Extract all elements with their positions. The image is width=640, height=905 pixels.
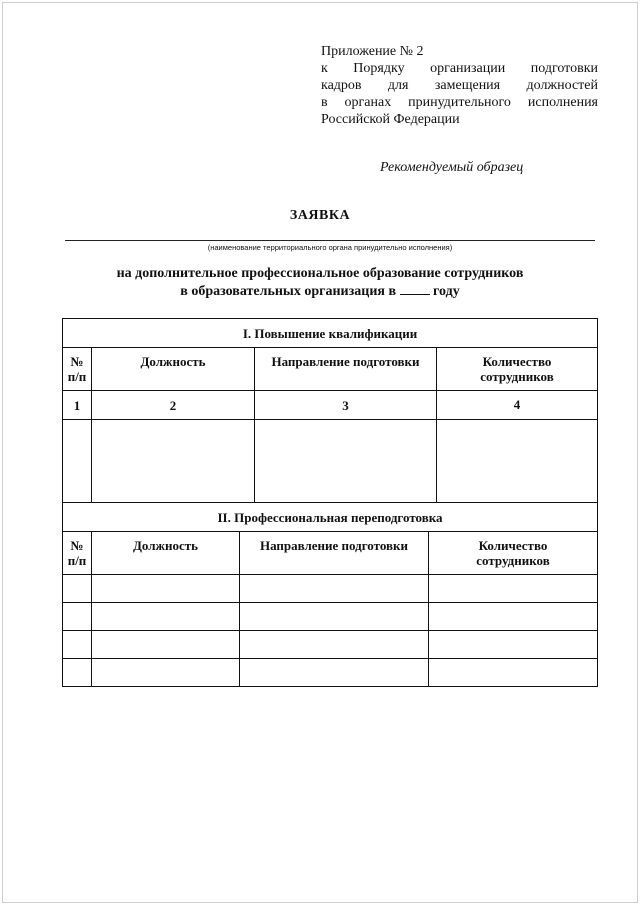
sample-label: Рекомендуемый образец (380, 160, 524, 175)
table-row (63, 631, 598, 659)
table-cell[interactable] (63, 631, 92, 659)
table-row (63, 575, 598, 603)
column-number: 2 (92, 391, 255, 420)
subtitle-prefix: в образовательных организация в (180, 284, 397, 299)
table-cell[interactable] (63, 659, 92, 687)
table-cell[interactable] (240, 575, 429, 603)
appendix-line: Российской Федерации (321, 112, 460, 127)
header-num: № п/п (63, 348, 92, 391)
appendix-line: к Порядку организации подготовки (321, 61, 598, 76)
section-2-title: II. Профессиональная переподготовка (63, 503, 598, 532)
table-cell[interactable] (63, 420, 92, 503)
table-cell[interactable] (92, 575, 240, 603)
table-cell[interactable] (92, 659, 240, 687)
table-cell[interactable] (429, 575, 598, 603)
table-section-1 (62, 318, 598, 503)
appendix-line: в органах принудительного исполнения (321, 95, 598, 110)
table-cell[interactable] (92, 420, 255, 503)
subtitle-line-2 (0, 282, 640, 300)
column-number: 4 (437, 391, 598, 420)
table-cell[interactable] (63, 603, 92, 631)
subtitle-suffix: году (433, 284, 460, 299)
org-name-line[interactable] (65, 240, 595, 241)
table-cell[interactable] (429, 603, 598, 631)
document-title: ЗАЯВКА (289, 208, 351, 223)
section-1-title: I. Повышение квалификации (63, 319, 598, 348)
document-subtitle (0, 266, 640, 300)
org-name-caption: (наименование территориального органа принудительно исполнения) (207, 243, 453, 252)
appendix-line: кадров для замещения должностей (321, 78, 598, 93)
table-row (63, 603, 598, 631)
year-blank[interactable] (400, 282, 430, 295)
header-direction: Направление подготовки (240, 532, 429, 575)
table-cell[interactable] (240, 659, 429, 687)
column-number: 1 (63, 391, 92, 420)
table-cell[interactable] (92, 631, 240, 659)
table-cell[interactable] (429, 631, 598, 659)
header-num: № п/п (63, 532, 92, 575)
table-section-2 (62, 502, 598, 687)
table-cell[interactable] (92, 603, 240, 631)
table-cell[interactable] (429, 659, 598, 687)
table-row (63, 659, 598, 687)
header-position: Должность (92, 532, 240, 575)
header-direction: Направление подготовки (255, 348, 437, 391)
header-position: Должность (92, 348, 255, 391)
table-cell[interactable] (255, 420, 437, 503)
header-count: Количество сотрудников (429, 532, 598, 575)
header-count: Количество сотрудников (437, 348, 598, 391)
table-cell[interactable] (240, 631, 429, 659)
table-cell[interactable] (240, 603, 429, 631)
appendix-number: Приложение № 2 (321, 44, 424, 59)
appendix-header (321, 43, 598, 128)
subtitle-line-1: на дополнительное профессиональное образование сотрудников (116, 266, 524, 281)
table-cell[interactable] (437, 420, 598, 503)
column-number: 3 (255, 391, 437, 420)
table-cell[interactable] (63, 575, 92, 603)
